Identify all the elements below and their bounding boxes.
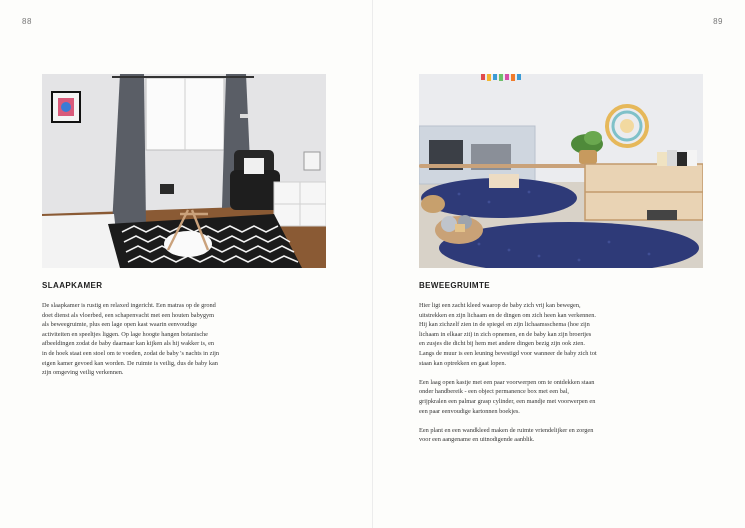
- bedroom-paragraph: De slaapkamer is rustig en relaxed ingericht. Een matras op de grond doet dienst als vloerbed, een schapenvacht met een houten babygym als beweegruimte, plus een lage open kast waarin eenvoudige activiteiten en speeltjes liggen. Op lage hoogte hangen botanische afbeeldingen zodat de baby daarnaar kan kijken als hij wakker is, en in de hoek staat een stoel om te voeden, zodat de baby 's nachts in zijn eigen kamer gevoed kan worden. De ruimte is veilig, dus de baby kan zijn omgeving veilig verkennen.: [42, 302, 220, 377]
- movement-paragraph-3: Een plant en een wandkleed maken de ruimte vriendelijker en zorgen voor een aangename en uitnodigende aanblik.: [419, 426, 594, 444]
- page-gutter: [372, 0, 373, 528]
- movement-paragraph-2: Een laag open kastje met een paar voorwerpen om te ontdekken staan onder handbereik - een object permanence box met een bal, grijpkralen een palmar grasp cylinder, een mandje met voorwerpen en een paar eenvoudige kartonnen boekjes.: [419, 378, 596, 415]
- bedroom-illustration: [42, 74, 326, 268]
- bedroom-photo: [42, 74, 326, 268]
- movement-area-body-text: [419, 301, 597, 455]
- bedroom-heading: SLAAPKAMER: [42, 281, 103, 290]
- movement-area-photo: [419, 74, 703, 268]
- page-number-right: 89: [713, 17, 723, 26]
- movement-area-heading: BEWEEGRUIMTE: [419, 281, 491, 290]
- movement-paragraph-1: Hier ligt een zacht kleed waarop de baby zich vrij kan bewegen, uitstrekken en zijn lichaam en de dingen om zich heen kan verkennen. Hij kan zichzelf zien in de spiegel en zijn lichaamsschema (hoe zijn lichaam in elkaar zit) in zich opnemen, en de baby kan zijn broertjes en zusjes die dicht bij hem met andere dingen bezig zijn ook zien. Langs de muur is een leuning bevestigd voor wanneer de baby zich tot staan kan optrekken en gaat lopen.: [419, 302, 597, 367]
- movement-area-illustration: [419, 74, 703, 268]
- page-number-left: 88: [22, 17, 32, 26]
- bedroom-body-text: [42, 301, 220, 387]
